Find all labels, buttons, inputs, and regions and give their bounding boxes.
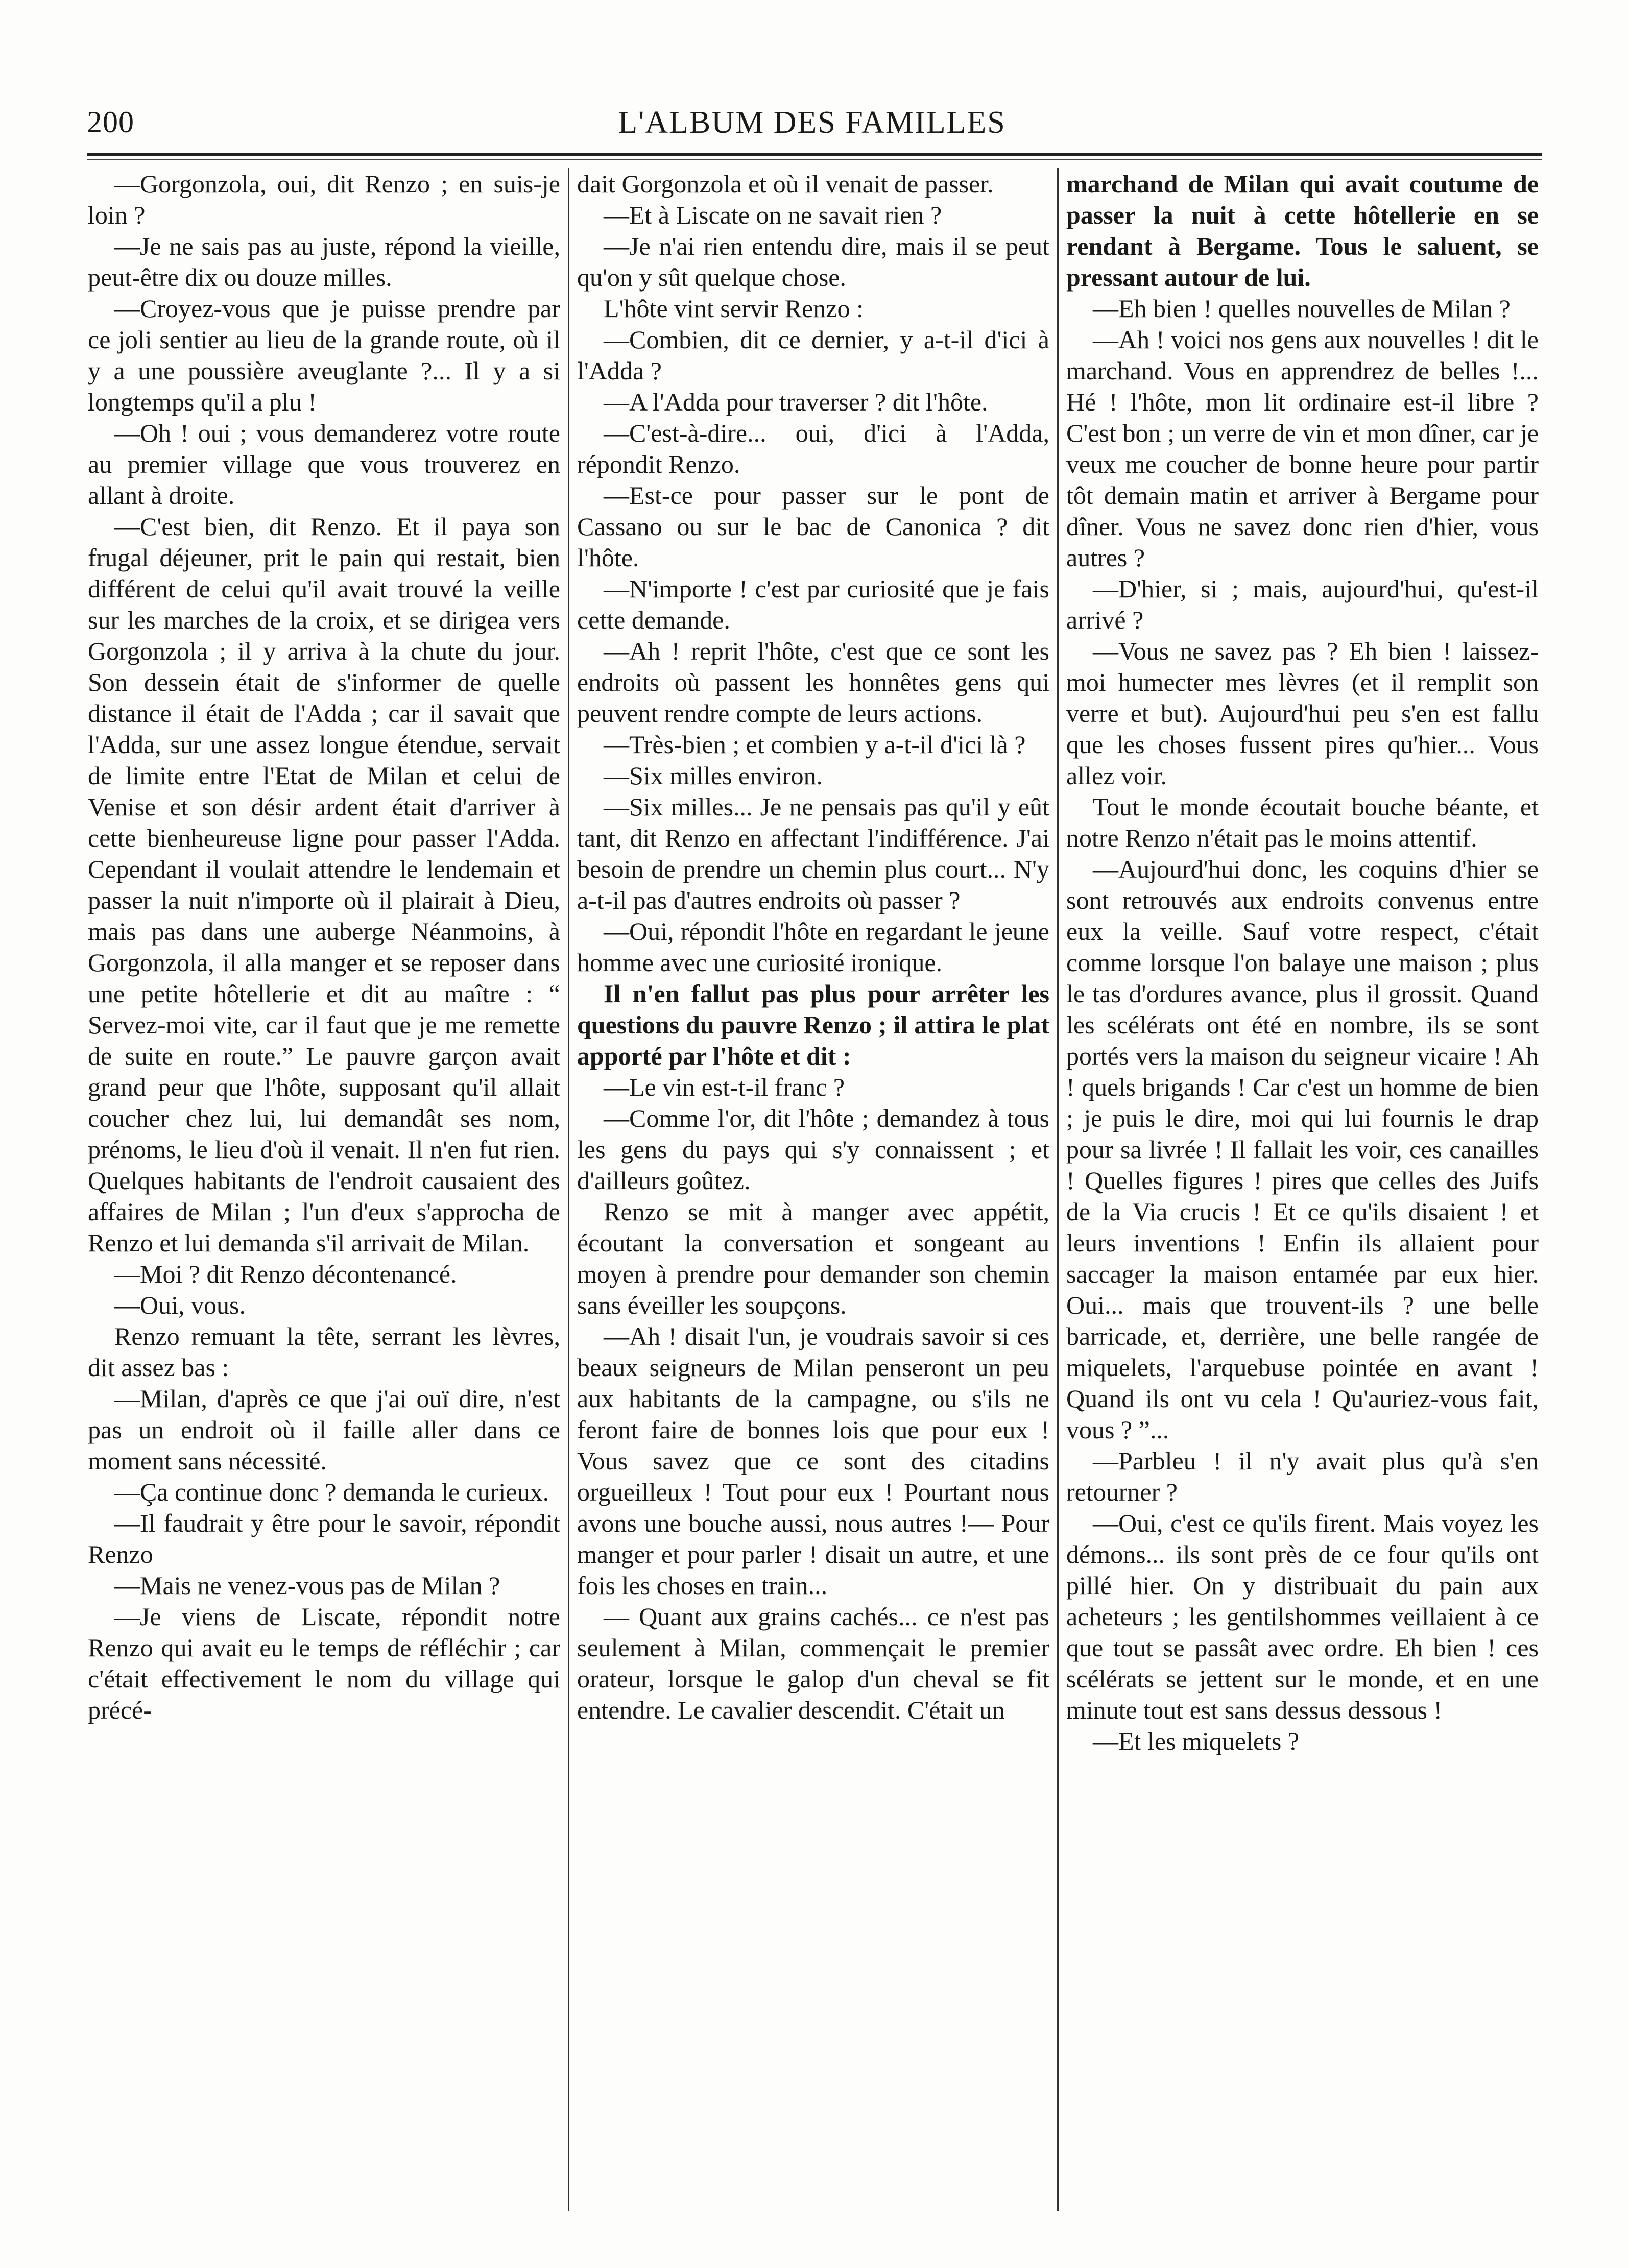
paragraph: —Et les miquelets ? bbox=[1093, 1727, 1300, 1755]
paragraph-continued: marchand de Milan qui avait coutume de passer la nuit à cette hôtellerie en se rendant à Bergame. Tous le saluent, se pressant autour de lui. bbox=[1066, 170, 1539, 292]
paragraph: —Oh ! oui ; vous demanderez votre route au premier village que vous trouverez en allant à droite. bbox=[88, 419, 560, 510]
header-rule-thin bbox=[87, 159, 1542, 160]
paragraph: —Très-bien ; et combien y a-t-il d'ici là ? bbox=[604, 730, 1026, 759]
paragraph: —D'hier, si ; mais, aujourd'hui, qu'est-il arrivé ? bbox=[1066, 574, 1539, 634]
paragraph: —Ah ! reprit l'hôte, c'est que ce sont les endroits où passent les honnêtes gens qui peuvent rendre compte de leurs actions. bbox=[577, 637, 1049, 728]
paragraph: —Ça continue donc ? demanda le curieux. bbox=[114, 1478, 549, 1506]
paragraph: —Six milles environ. bbox=[604, 761, 823, 790]
paragraph: Tout le monde écoutait bouche béante, et notre Renzo n'était pas le moins attentif. bbox=[1066, 792, 1539, 852]
paragraph: — Quant aux grains cachés... ce n'est pas seulement à Milan, commençait le premier orateur, lorsque le galop d'un cheval se fit entendre. Le cavalier descendit. C'était un bbox=[577, 1602, 1049, 1724]
paragraph: —N'importe ! c'est par curiosité que je fais cette demande. bbox=[577, 574, 1049, 634]
running-title: L'ALBUM DES FAMILLES bbox=[618, 105, 1006, 140]
paragraph: —Moi ? dit Renzo décontenancé. bbox=[114, 1260, 457, 1288]
text-column-2 bbox=[577, 168, 1049, 2211]
paragraph: —A l'Adda pour traverser ? dit l'hôte. bbox=[604, 388, 988, 416]
paragraph: —Parbleu ! il n'y avait plus qu'à s'en retourner ? bbox=[1066, 1446, 1539, 1506]
paragraph: —Gorgonzola, oui, dit Renzo ; en suis-je loin ? bbox=[88, 170, 560, 229]
column-divider-2 bbox=[1057, 168, 1059, 2211]
paragraph: —Je ne sais pas au juste, répond la vieille, peut-être dix ou douze milles. bbox=[88, 232, 560, 292]
paragraph: Renzo se mit à manger avec appétit, écoutant la conversation et songeant au moyen à prendre pour demander son chemin sans éveiller les soupçons. bbox=[577, 1197, 1049, 1319]
paragraph: —Milan, d'après ce que j'ai ouï dire, n'est pas un endroit où il faille aller dans ce moment sans nécessité. bbox=[88, 1384, 560, 1475]
paragraph: —Oui, c'est ce qu'ils firent. Mais voyez les démons... ils sont près de ce four qu'ils ont pillé hier. On y distribuait du pain aux acheteurs ; les gentilshommes veillaient à ce que tout se passât avec ordre. Eh bien ! ces scélérats se jettent sur le monde, et en une minute tout est sans dessus dessous ! bbox=[1066, 1509, 1539, 1724]
paragraph: —Croyez-vous que je puisse prendre par ce joli sentier au lieu de la grande route, où il y a une poussière aveuglante ?... Il y a si longtemps qu'il a plu ! bbox=[88, 294, 560, 416]
paragraph: —C'est bien, dit Renzo. Et il paya son frugal déjeuner, prit le pain qui restait, bien différent de celui qu'il avait trouvé la veille sur les marches de la croix, et se dirigea vers Gorgonzola ; il y arriva à la chute du jour. Son dessein était de s'informer de quelle distance il était de l'Adda ; car il savait que l'Adda, sur une assez longue étendue, servait de limite entre l'Etat de Milan et celui de Venise et son désir ardent était d'arriver à cette bienheureuse ligne pour passer l'Adda. Cependant il voulait attendre le lendemain et passer la nuit n'importe où il plairait à Dieu, mais pas dans une auberge Néanmoins, à Gorgonzola, il alla manger et se reposer dans une petite hôtellerie et dit au maître : “ Servez-moi vite, car il faut que je me remette de suite en route.” Le pauvre garçon avait grand peur que l'hôte, supposant qu'il allait coucher chez lui, lui demandât ses nom, prénoms, le lieu d'où il venait. Il n'en fut rien. Quelques habitants de l'endroit causaient des affaires de Milan ; l'un d'eux s'approcha de Renzo et lui demanda s'il arrivait de Milan. bbox=[88, 512, 560, 1257]
paragraph: —Ah ! voici nos gens aux nouvelles ! dit le marchand. Vous en apprendrez de belles !... Hé ! l'hôte, mon lit ordinaire est-il libre ? C'est bon ; un verre de vin et mon dîner, car je veux me coucher de bonne heure pour partir tôt demain matin et arriver à Bergame pour dîner. Vous ne savez donc rien d'hier, vous autres ? bbox=[1066, 325, 1539, 572]
paragraph: Il n'en fallut pas plus pour arrêter les questions du pauvre Renzo ; il attira le plat apporté par l'hôte et dit : bbox=[577, 979, 1049, 1070]
paragraph: —Vous ne savez pas ? Eh bien ! laissez-moi humecter mes lèvres (et il remplit son verre et but). Aujourd'hui peu s'en est fallu que les choses fussent pires qu'hier... Vous allez voir. bbox=[1066, 637, 1539, 790]
paragraph: —Le vin est-t-il franc ? bbox=[604, 1073, 845, 1101]
paragraph: —Combien, dit ce dernier, y a-t-il d'ici à l'Adda ? bbox=[577, 325, 1049, 385]
paragraph: —Comme l'or, dit l'hôte ; demandez à tous les gens du pays qui s'y connaissent ; et d'ailleurs goûtez. bbox=[577, 1104, 1049, 1195]
text-column-1 bbox=[88, 168, 560, 2211]
paragraph: Renzo remuant la tête, serrant les lèvres, dit assez bas : bbox=[88, 1322, 560, 1382]
paragraph: —Eh bien ! quelles nouvelles de Milan ? bbox=[1093, 294, 1511, 323]
header-rule bbox=[87, 153, 1542, 156]
paragraph: —Aujourd'hui donc, les coquins d'hier se sont retrouvés aux endroits convenus entre eux la veille. Sauf votre respect, c'était comme lorsque l'on balaye une maison ; plus le tas d'ordures avance, plus il grossit. Quand les scélérats ont été en nombre, ils se sont portés vers la maison du seigneur vicaire ! Ah ! quels brigands ! Car c'est un homme de bien ; je puis le dire, moi qui lui fournis le drap pour sa livrée ! Il fallait les voir, ces canailles ! Quelles figures ! pires que celles des Juifs de la Via crucis ! Et ce qu'ils disaient ! et leurs inventions ! Enfin ils allaient pour saccager la maison entamée par eux hier. Oui... mais que trouvent-ils ? une belle barricade, et, derrière, une belle rangée de miquelets, l'arquebuse pointée en avant ! Quand ils ont vu cela ! Qu'auriez-vous fait, vous ? ”... bbox=[1066, 855, 1539, 1444]
paragraph: —Mais ne venez-vous pas de Milan ? bbox=[114, 1571, 500, 1600]
paragraph: —Et à Liscate on ne savait rien ? bbox=[604, 201, 942, 229]
page-number: 200 bbox=[87, 105, 134, 139]
paragraph-continued: dait Gorgonzola et où il venait de passer. bbox=[577, 170, 994, 198]
paragraph: —Oui, vous. bbox=[114, 1291, 246, 1319]
paragraph: —Il faudrait y être pour le savoir, répondit Renzo bbox=[88, 1509, 560, 1569]
paragraph: —C'est-à-dire... oui, d'ici à l'Adda, répondit Renzo. bbox=[577, 419, 1049, 478]
paragraph: L'hôte vint servir Renzo : bbox=[604, 294, 864, 323]
paragraph: —Six milles... Je ne pensais pas qu'il y eût tant, dit Renzo en affectant l'indifférence. J'ai besoin de prendre un chemin plus court... N'y a-t-il pas d'autres endroits où passer ? bbox=[577, 792, 1049, 914]
column-divider-1 bbox=[568, 168, 569, 2211]
paragraph: —Est-ce pour passer sur le pont de Cassano ou sur le bac de Canonica ? dit l'hôte. bbox=[577, 481, 1049, 572]
paragraph: —Ah ! disait l'un, je voudrais savoir si ces beaux seigneurs de Milan penseront un peu aux habitants de la campagne, ou s'ils ne feront faire de bonnes lois que pour eux ! Vous savez que ce sont des citadins orgueilleux ! Tout pour eux ! Pourtant nous avons une bouche aussi, nous autres !— Pour manger et pour parler ! disait un autre, et une fois les choses en train... bbox=[577, 1322, 1049, 1600]
paragraph: —Je viens de Liscate, répondit notre Renzo qui avait eu le temps de réfléchir ; car c'était effectivement le nom du village qui précé- bbox=[88, 1602, 560, 1724]
paragraph: —Oui, répondit l'hôte en regardant le jeune homme avec une curiosité ironique. bbox=[577, 917, 1049, 977]
text-column-3 bbox=[1066, 168, 1539, 2211]
paragraph: —Je n'ai rien entendu dire, mais il se peut qu'on y sût quelque chose. bbox=[577, 232, 1049, 292]
